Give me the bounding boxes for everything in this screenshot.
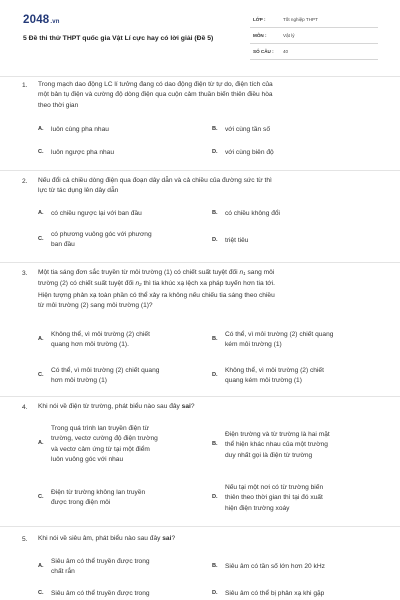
question-text bbox=[38, 268, 376, 311]
question-text bbox=[38, 402, 376, 412]
option-letter: C. bbox=[38, 149, 44, 155]
option-letter: A. bbox=[38, 126, 44, 132]
option-letter: B. bbox=[212, 441, 218, 447]
option-text: luôn cùng pha nhau bbox=[51, 126, 109, 133]
option-letter: B. bbox=[212, 126, 218, 132]
option-text: Nếu tại một nơi có từ trường biến thiên theo thời gian thì tại đó xuất hiện điện trường xoáy bbox=[225, 484, 324, 512]
question-number: 4. bbox=[22, 404, 28, 411]
question-number: 3. bbox=[22, 270, 28, 277]
option-text: triệt tiêu bbox=[225, 237, 249, 244]
option-text: Không thể, vì môi trường (2) chiết quang kém môi trường (1) bbox=[225, 367, 324, 385]
option-text: Không thể, vì môi trường (2) chiết quang hơn môi trường (1). bbox=[51, 331, 150, 349]
option-letter: C. bbox=[38, 494, 44, 500]
option-letter: B. bbox=[212, 336, 218, 342]
meta-value: 40 bbox=[283, 49, 289, 54]
question-text bbox=[38, 176, 376, 197]
option-letter: D. bbox=[212, 237, 218, 243]
meta-row-subject bbox=[250, 30, 378, 44]
option-letter: C. bbox=[38, 372, 44, 378]
option-text: có chiều ngược lại với ban đầu bbox=[51, 210, 142, 217]
question-text-line: Hiện tượng phản xạ toàn phần có thể xảy ra không nếu chiếu tia sáng theo chiều bbox=[38, 291, 275, 299]
option-letter: B. bbox=[212, 210, 218, 216]
option-text: có phương vuông góc với phương ban đầu bbox=[51, 231, 152, 249]
question-number: 1. bbox=[22, 82, 28, 89]
page-header bbox=[0, 0, 400, 68]
meta-label: SỐ CÂU : bbox=[253, 49, 274, 54]
logo-suffix-text: .vn bbox=[50, 19, 60, 25]
option-letter: A. bbox=[38, 336, 44, 342]
option-text: Siêu âm có thể truyền được trong chất rắn bbox=[51, 558, 150, 576]
question-text-line: Trong mạch dao động LC lí tưởng đang có dao động điện từ tự do, điện tích của bbox=[38, 81, 273, 88]
meta-value: Vật lý bbox=[283, 33, 295, 38]
question-text-line: một bản tụ điện và cường độ dòng điện qua cuộn cảm thuần biến thiên điều hòa bbox=[38, 91, 273, 99]
option-letter: C. bbox=[38, 236, 44, 242]
meta-value: Tốt nghiệp THPT bbox=[283, 17, 318, 22]
document-title: 5 Đề thi thử THPT quốc gia Vật Lí cực hay có lời giải (Đề 5) bbox=[23, 35, 214, 42]
question-text-line: trường (2) có chiết suất tuyệt đối $n_2$ thì tia khúc xạ lệch xa pháp tuyến hơn tia tới. bbox=[38, 280, 275, 288]
option-letter: D. bbox=[212, 590, 218, 596]
option-text: Siêu âm có thể truyền được trong bbox=[51, 590, 150, 597]
option-letter: A. bbox=[38, 563, 44, 569]
question-divider bbox=[0, 170, 400, 171]
meta-row-class bbox=[250, 14, 378, 28]
question-divider bbox=[0, 396, 400, 397]
question-divider bbox=[0, 262, 400, 263]
exam-meta-table bbox=[250, 14, 378, 62]
question-text bbox=[38, 534, 376, 544]
option-letter: D. bbox=[212, 149, 218, 155]
question-text-line: từ môi trường (2) sang môi trường (1)? bbox=[38, 301, 153, 309]
logo-main-text: 2048 bbox=[23, 14, 50, 26]
site-logo[interactable] bbox=[23, 14, 60, 26]
question-text-line: Khi nói về điện từ trường, phát biểu nào sau đây sai? bbox=[38, 403, 195, 410]
option-text: Điện trường và từ trường là hai mặt thể hiện khác nhau của một trường duy nhất gọi là điện từ trường bbox=[225, 431, 330, 459]
option-text: Có thể, vì môi trường (2) chiết quang hơn môi trường (1) bbox=[51, 367, 160, 385]
question-text-line: theo thời gian bbox=[38, 101, 79, 109]
question-number: 5. bbox=[22, 536, 28, 543]
option-letter: A. bbox=[38, 210, 44, 216]
option-letter: C. bbox=[38, 590, 44, 596]
question-text-line: lực từ tác dụng lên dây dẫn bbox=[38, 187, 119, 195]
option-text: luôn ngược pha nhau bbox=[51, 149, 115, 156]
option-text: với cùng biên độ bbox=[225, 149, 274, 156]
option-text: có chiều không đổi bbox=[225, 210, 280, 217]
option-text: Siêu âm có thể bị phản xạ khi gặp bbox=[225, 590, 325, 597]
option-text: Trong quá trình lan truyền điện từ trường, vectơ cường độ điện trường và vectơ cảm ứng từ tại một điểm luôn vuông góc với nhau bbox=[51, 425, 158, 463]
option-letter: A. bbox=[38, 440, 44, 446]
question-text-line: Nếu đổi cả chiều dòng điện qua đoạn dây dẫn và cả chiều của đường sức từ thì bbox=[38, 177, 272, 184]
question-text bbox=[38, 80, 376, 111]
question-text-line: Một tia sáng đơn sắc truyền từ môi trường (1) có chiết suất tuyệt đối $n_1$ sang môi bbox=[38, 269, 275, 276]
question-number: 2. bbox=[22, 178, 28, 185]
option-letter: D. bbox=[212, 372, 218, 378]
question-divider bbox=[0, 526, 400, 527]
meta-row-question-count bbox=[250, 46, 378, 60]
option-text: Điện từ trường không lan truyền được trong điện môi bbox=[51, 489, 146, 507]
option-text: Siêu âm có tần số lớn hơn 20 kHz bbox=[225, 563, 325, 570]
meta-label: LỚP : bbox=[253, 17, 266, 22]
option-text: với cùng tần số bbox=[225, 126, 271, 133]
question-text-line: Khi nói về siêu âm, phát biểu nào sau đây sai? bbox=[38, 535, 176, 542]
option-letter: B. bbox=[212, 563, 218, 569]
meta-label: MÔN : bbox=[253, 33, 267, 38]
question-divider bbox=[0, 76, 400, 77]
option-letter: D. bbox=[212, 494, 218, 500]
option-text: Có thể, vì môi trường (2) chiết quang kém môi trường (1) bbox=[225, 331, 334, 349]
